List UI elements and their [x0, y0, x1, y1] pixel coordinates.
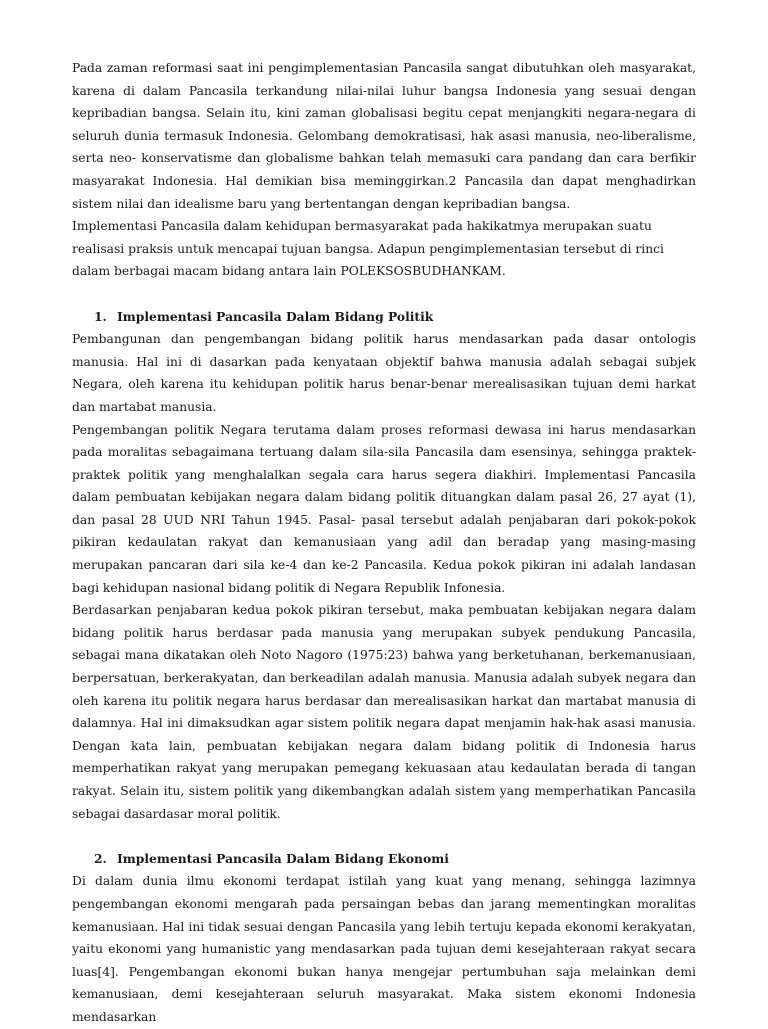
section-1-number: 1.	[94, 308, 107, 324]
section-1-heading	[72, 306, 696, 329]
document-page	[72, 57, 696, 1029]
section-1-paragraph-3: Berdasarkan penjabaran kedua pokok pikiran tersebut, maka pembuatan kebijakan negara dalam bidang politik harus berdasar pada manusia yang merupakan subyek pendukung Pancasila, sebagai mana dikatakan oleh Noto Nagoro (1975:23) bahwa yang berketuhanan, berkemanusiaan, berpersatuan, berkerakyatan, dan berkeadilan adalah manusia. Manusia adalah subyek negara dan oleh karena itu politik negara harus berdasar dan merealisasikan harkat dan martabat manusia di dalamnya. Hal ini dimaksudkan agar sistem politik negara dapat menjamin hak-hak asasi manusia. Dengan kata lain, pembuatan kebijakan negara dalam bidang politik di Indonesia harus memperhatikan rakyat yang merupakan pemegang kekuasaan atau kedaulatan berada di tangan rakyat. Selain itu, sistem politik yang dikembangkan adalah sistem yang memperhatikan Pancasila sebagai dasardasar moral politik.	[72, 603, 696, 821]
section-1-title: Implementasi Pancasila Dalam Bidang Politik	[117, 308, 434, 324]
intro-paragraph-2: Implementasi Pancasila dalam kehidupan bermasyarakat pada hakikatmya merupakan suatu realisasi praksis untuk mencapai tujuan bangsa. Adapun pengimplementasian tersebut di rinci dalam berbagai macam bidang antara lain POLEKSOSBUDHANKAM.	[72, 219, 664, 279]
spacer	[72, 283, 696, 306]
section-1-paragraph-2: Pengembangan politik Negara terutama dalam proses reformasi dewasa ini harus mendasarkan pada moralitas sebagaimana tertuang dalam sila-sila Pancasila dam esensinya, sehingga praktek-praktek politik yang menghalalkan segala cara harus segera diakhiri. Implementasi Pancasila dalam pembuatan kebijakan negara dalam bidang politik dituangkan dalam pasal 26, 27 ayat (1), dan pasal 28 UUD NRI Tahun 1945. Pasal- pasal tersebut adalah penjabaran dari pokok-pokok pikiran kedaulatan rakyat dan kemanusiaan yang adil dan beradap yang masing-masing merupakan pancaran dari sila ke-4 dan ke-2 Pancasila. Kedua pokok pikiran ini adalah landasan bagi kehidupan nasional bidang politik di Negara Republik Infonesia.	[72, 422, 696, 595]
section-2-title: Implementasi Pancasila Dalam Bidang Ekonomi	[117, 850, 449, 866]
section-2-heading	[72, 848, 696, 871]
section-2-paragraph-1: Di dalam dunia ilmu ekonomi terdapat istilah yang kuat yang menang, sehingga lazimnya pengembangan ekonomi mengarah pada persaingan bebas dan jarang mementingkan moralitas kemanusiaan. Hal ini tidak sesuai dengan Pancasila yang lebih tertuju kepada ekonomi kerakyatan, yaitu ekonomi yang humanistic yang mendasarkan pada tujuan demi kesejahteraan rakyat secara luas[4]. Pengembangan ekonomi bukan hanya mengejar pertumbuhan saja melainkan demi kemanusiaan, demi kesejahteraan seluruh masyarakat. Maka sistem ekonomi Indonesia mendasarkan	[72, 874, 696, 1024]
section-2-number: 2.	[94, 850, 107, 866]
section-1-paragraph-1: Pembangunan dan pengembangan bidang politik harus mendasarkan pada dasar ontologis manusia. Hal ini di dasarkan pada kenyataan objektif bahwa manusia adalah sebagai subjek Negara, oleh karena itu kehidupan politik harus benar-benar merealisasikan tujuan demi harkat dan martabat manusia.	[72, 332, 696, 414]
spacer	[72, 825, 696, 848]
intro-paragraph-1: Pada zaman reformasi saat ini pengimplementasian Pancasila sangat dibutuhkan oleh masyarakat, karena di dalam Pancasila terkandung nilai-nilai luhur bangsa Indonesia yang sesuai dengan kepribadian bangsa. Selain itu, kini zaman globalisasi begitu cepat menjangkiti negara-negara di seluruh dunia termasuk Indonesia. Gelombang demokratisasi, hak asasi manusia, neo-liberalisme, serta neo- konservatisme dan globalisme bahkan telah memasuki cara pandang dan cara berfikir masyarakat Indonesia. Hal demikian bisa meminggirkan.2 Pancasila dan dapat menghadirkan sistem nilai dan idealisme baru yang bertentangan dengan kepribadian bangsa.	[72, 61, 696, 211]
